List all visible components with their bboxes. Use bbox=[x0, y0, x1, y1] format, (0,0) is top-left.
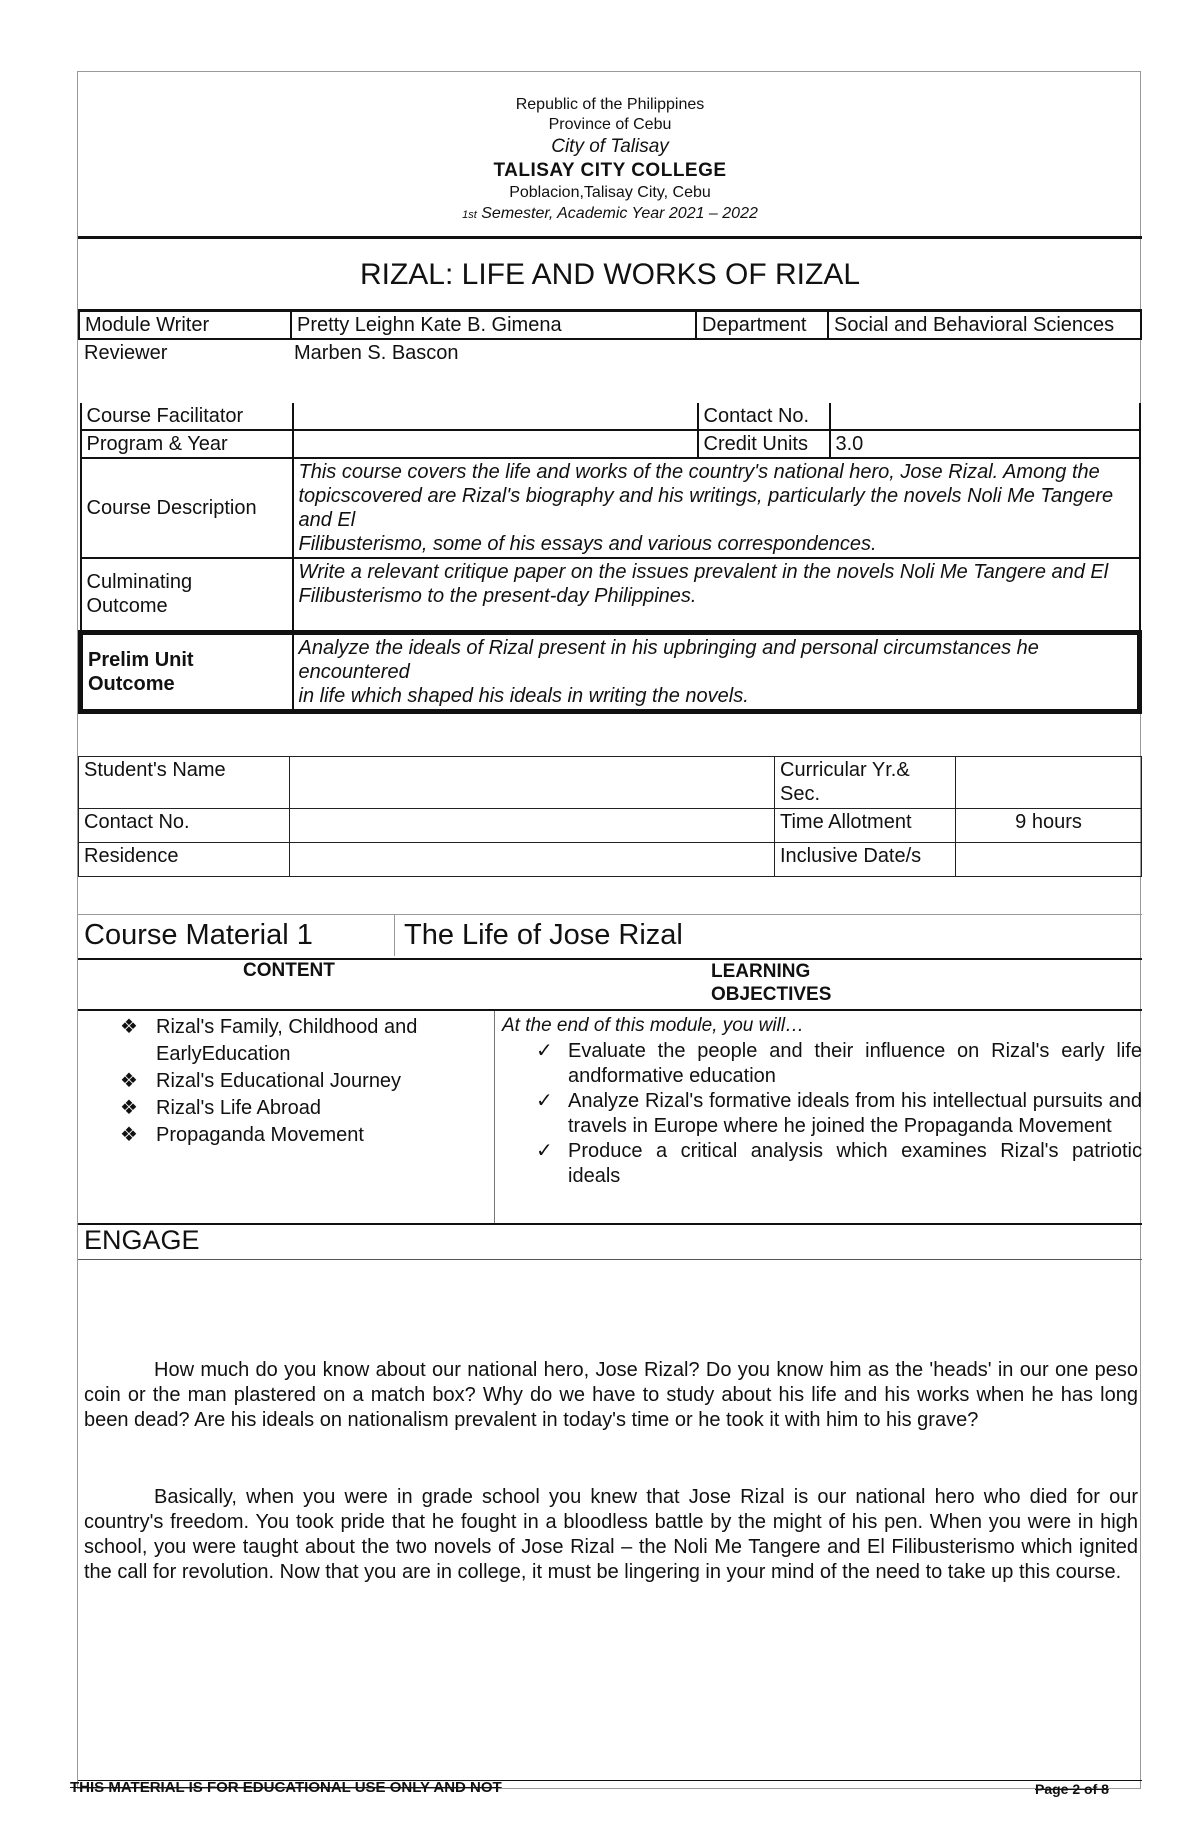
document-page bbox=[77, 71, 1141, 1789]
objective-item bbox=[536, 1139, 1142, 1189]
content-item bbox=[120, 1122, 417, 1149]
engage-paragraph-2: Basically, when you were in grade school you knew that Jose Rizal is our national hero who died for our country's freedom. You took pride that he fought in a bloodless battle by the might of his pen. When you were in high school, you were taught about the two novels of Jose Rizal – the Noli Me Tangere and El Filibusterismo which ignited the call for revolution. Now that you are in college, it must be lingering in your mind of the need to take up this course. bbox=[84, 1486, 1138, 1583]
engage-top-rule bbox=[78, 1223, 1142, 1225]
content-item-text: Rizal's Life Abroad bbox=[156, 1097, 322, 1119]
culminating-cell bbox=[293, 558, 1140, 632]
objective-text: Evaluate the people and their influence on Rizal's early life andformative education bbox=[568, 1040, 1142, 1087]
header-republic: Republic of the Philippines bbox=[515, 96, 705, 113]
culminating-label-line2: Outcome bbox=[86, 595, 168, 618]
course-title: RIZAL: LIFE AND WORKS OF RIZAL bbox=[359, 258, 861, 291]
header-city: City of Talisay bbox=[551, 136, 669, 157]
prelim-text: Analyze the ideals of Rizal present in his upbringing and personal circumstances he encountered bbox=[298, 636, 1039, 683]
diamond-bullet-icon: ❖ bbox=[120, 1124, 138, 1146]
content-heading: CONTENT bbox=[243, 960, 335, 981]
semester-ordinal: 1st bbox=[462, 209, 477, 221]
header-college: TALISAY CITY COLLEGE bbox=[493, 160, 727, 181]
credit-value: 3.0 bbox=[830, 430, 1140, 458]
material-divider bbox=[394, 914, 395, 956]
content-header-rule bbox=[78, 1009, 1142, 1011]
content-item bbox=[120, 1014, 417, 1041]
checkmark-icon: ✓ bbox=[536, 1040, 553, 1062]
header-address: Poblacion,Talisay City, Cebu bbox=[509, 184, 711, 201]
program-value[interactable] bbox=[293, 430, 698, 458]
description-label: Course Description bbox=[81, 458, 293, 558]
material-top-rule bbox=[78, 914, 1142, 915]
residence-value[interactable] bbox=[290, 843, 775, 877]
contact-label: Contact No. bbox=[698, 403, 830, 430]
prelim-label bbox=[81, 632, 293, 711]
credit-label: Credit Units bbox=[698, 430, 830, 458]
student-name-label: Student's Name bbox=[79, 757, 290, 809]
diamond-bullet-icon: ❖ bbox=[120, 1016, 138, 1038]
content-column-divider bbox=[494, 1011, 495, 1223]
checkmark-icon: ✓ bbox=[536, 1090, 553, 1112]
curricular-label: Curricular Yr.& Sec. bbox=[775, 757, 956, 809]
student-contact-value[interactable] bbox=[290, 809, 775, 843]
content-item bbox=[120, 1095, 417, 1122]
header-semester bbox=[78, 205, 1142, 223]
description-text: This course covers the life and works of the country's national hero, Jose Rizal. Among the topicscovered are Rizal's biography and his writings, particularly the novels Noli Me Tangere and El bbox=[298, 461, 1114, 531]
course-material-title: The Life of Jose Rizal bbox=[404, 919, 683, 951]
semester-text: Semester, Academic Year 2021 – 2022 bbox=[476, 205, 758, 222]
diamond-bullet-icon: ❖ bbox=[120, 1070, 138, 1092]
culminating-label-line1: Culminating bbox=[86, 571, 193, 594]
student-contact-label: Contact No. bbox=[79, 809, 290, 843]
facilitator-label: Course Facilitator bbox=[81, 403, 293, 430]
time-allotment-label: Time Allotment bbox=[775, 809, 956, 843]
course-material-number: Course Material 1 bbox=[84, 919, 313, 951]
facilitator-value[interactable] bbox=[293, 403, 698, 430]
checkmark-icon: ✓ bbox=[536, 1140, 553, 1162]
content-list bbox=[120, 1014, 417, 1149]
description-cell bbox=[293, 458, 1140, 558]
department-value: Social and Behavioral Sciences bbox=[828, 311, 1141, 340]
culminating-text-2: Filibusterismo to the present-day Philippines. bbox=[298, 585, 697, 607]
student-info-table bbox=[78, 756, 1142, 877]
material-rule bbox=[78, 958, 1142, 960]
objectives-heading bbox=[711, 960, 831, 1006]
residence-label: Residence bbox=[79, 843, 290, 877]
inclusive-dates-label: Inclusive Date/s bbox=[775, 843, 956, 877]
content-item bbox=[120, 1068, 417, 1095]
description-text-2: Filibusterismo, some of his essays and various correspondences. bbox=[298, 533, 877, 555]
curricular-value[interactable] bbox=[956, 757, 1142, 809]
time-allotment-value: 9 hours bbox=[956, 809, 1142, 843]
objectives-intro: At the end of this module, you will… bbox=[502, 1015, 805, 1036]
header-divider bbox=[78, 236, 1142, 239]
footer-disclaimer: THIS MATERIAL IS FOR EDUCATIONAL USE ONLY AND NOT bbox=[70, 1779, 502, 1796]
module-writer-label: Module Writer bbox=[79, 311, 291, 340]
content-item-text: Rizal's Family, Childhood and bbox=[156, 1016, 418, 1038]
engage-heading: ENGAGE bbox=[84, 1225, 200, 1255]
objective-item bbox=[536, 1039, 1142, 1089]
prelim-label-line1: Prelim Unit bbox=[88, 648, 194, 671]
content-item-text: EarlyEducation bbox=[156, 1043, 291, 1065]
prelim-cell bbox=[293, 632, 1140, 711]
page-number: Page 2 of 8 bbox=[1035, 1781, 1109, 1797]
prelim-text-2: in life which shaped his ideals in writing the novels. bbox=[298, 684, 749, 707]
program-label: Program & Year bbox=[81, 430, 293, 458]
objective-text: Produce a critical analysis which examines Rizal's patriotic ideals bbox=[568, 1140, 1142, 1187]
reviewer-label: Reviewer bbox=[84, 342, 168, 364]
contact-value[interactable] bbox=[830, 403, 1140, 430]
diamond-bullet-icon: ❖ bbox=[120, 1097, 138, 1119]
engage-paragraph-1: How much do you know about our national hero, Jose Rizal? Do you know him as the 'heads' in our one peso coin or the man plastered on a match box? Why do we have to study about his life and his works when he has long been dead? Are his ideals on nationalism prevalent in today's time or he took it with him to his grave? bbox=[84, 1359, 1138, 1431]
module-writer-value: Pretty Leighn Kate B. Gimena bbox=[291, 311, 696, 340]
inclusive-dates-value[interactable] bbox=[956, 843, 1142, 877]
objective-text: Analyze Rizal's formative ideals from his intellectual pursuits and travels in Europe where he joined the Propaganda Movement bbox=[568, 1090, 1142, 1137]
objective-item bbox=[536, 1089, 1142, 1139]
content-item bbox=[120, 1041, 417, 1068]
content-item-text: Propaganda Movement bbox=[156, 1124, 364, 1146]
objectives-heading-line1: LEARNING bbox=[711, 961, 811, 982]
engage-rule bbox=[78, 1259, 1142, 1260]
objectives-heading-line2: OBJECTIVES bbox=[711, 984, 832, 1005]
course-info-table bbox=[78, 403, 1142, 714]
module-writer-table bbox=[78, 309, 1142, 340]
header-province: Province of Cebu bbox=[548, 116, 672, 133]
objectives-list bbox=[536, 1039, 1142, 1189]
prelim-label-line2: Outcome bbox=[88, 672, 175, 695]
student-name-value[interactable] bbox=[290, 757, 775, 809]
reviewer-value: Marben S. Bascon bbox=[294, 342, 459, 364]
culminating-label bbox=[81, 558, 293, 632]
culminating-text: Write a relevant critique paper on the issues prevalent in the novels Noli Me Tangere and El bbox=[298, 561, 1109, 583]
content-item-text: Rizal's Educational Journey bbox=[156, 1070, 402, 1092]
department-label: Department bbox=[696, 311, 828, 340]
